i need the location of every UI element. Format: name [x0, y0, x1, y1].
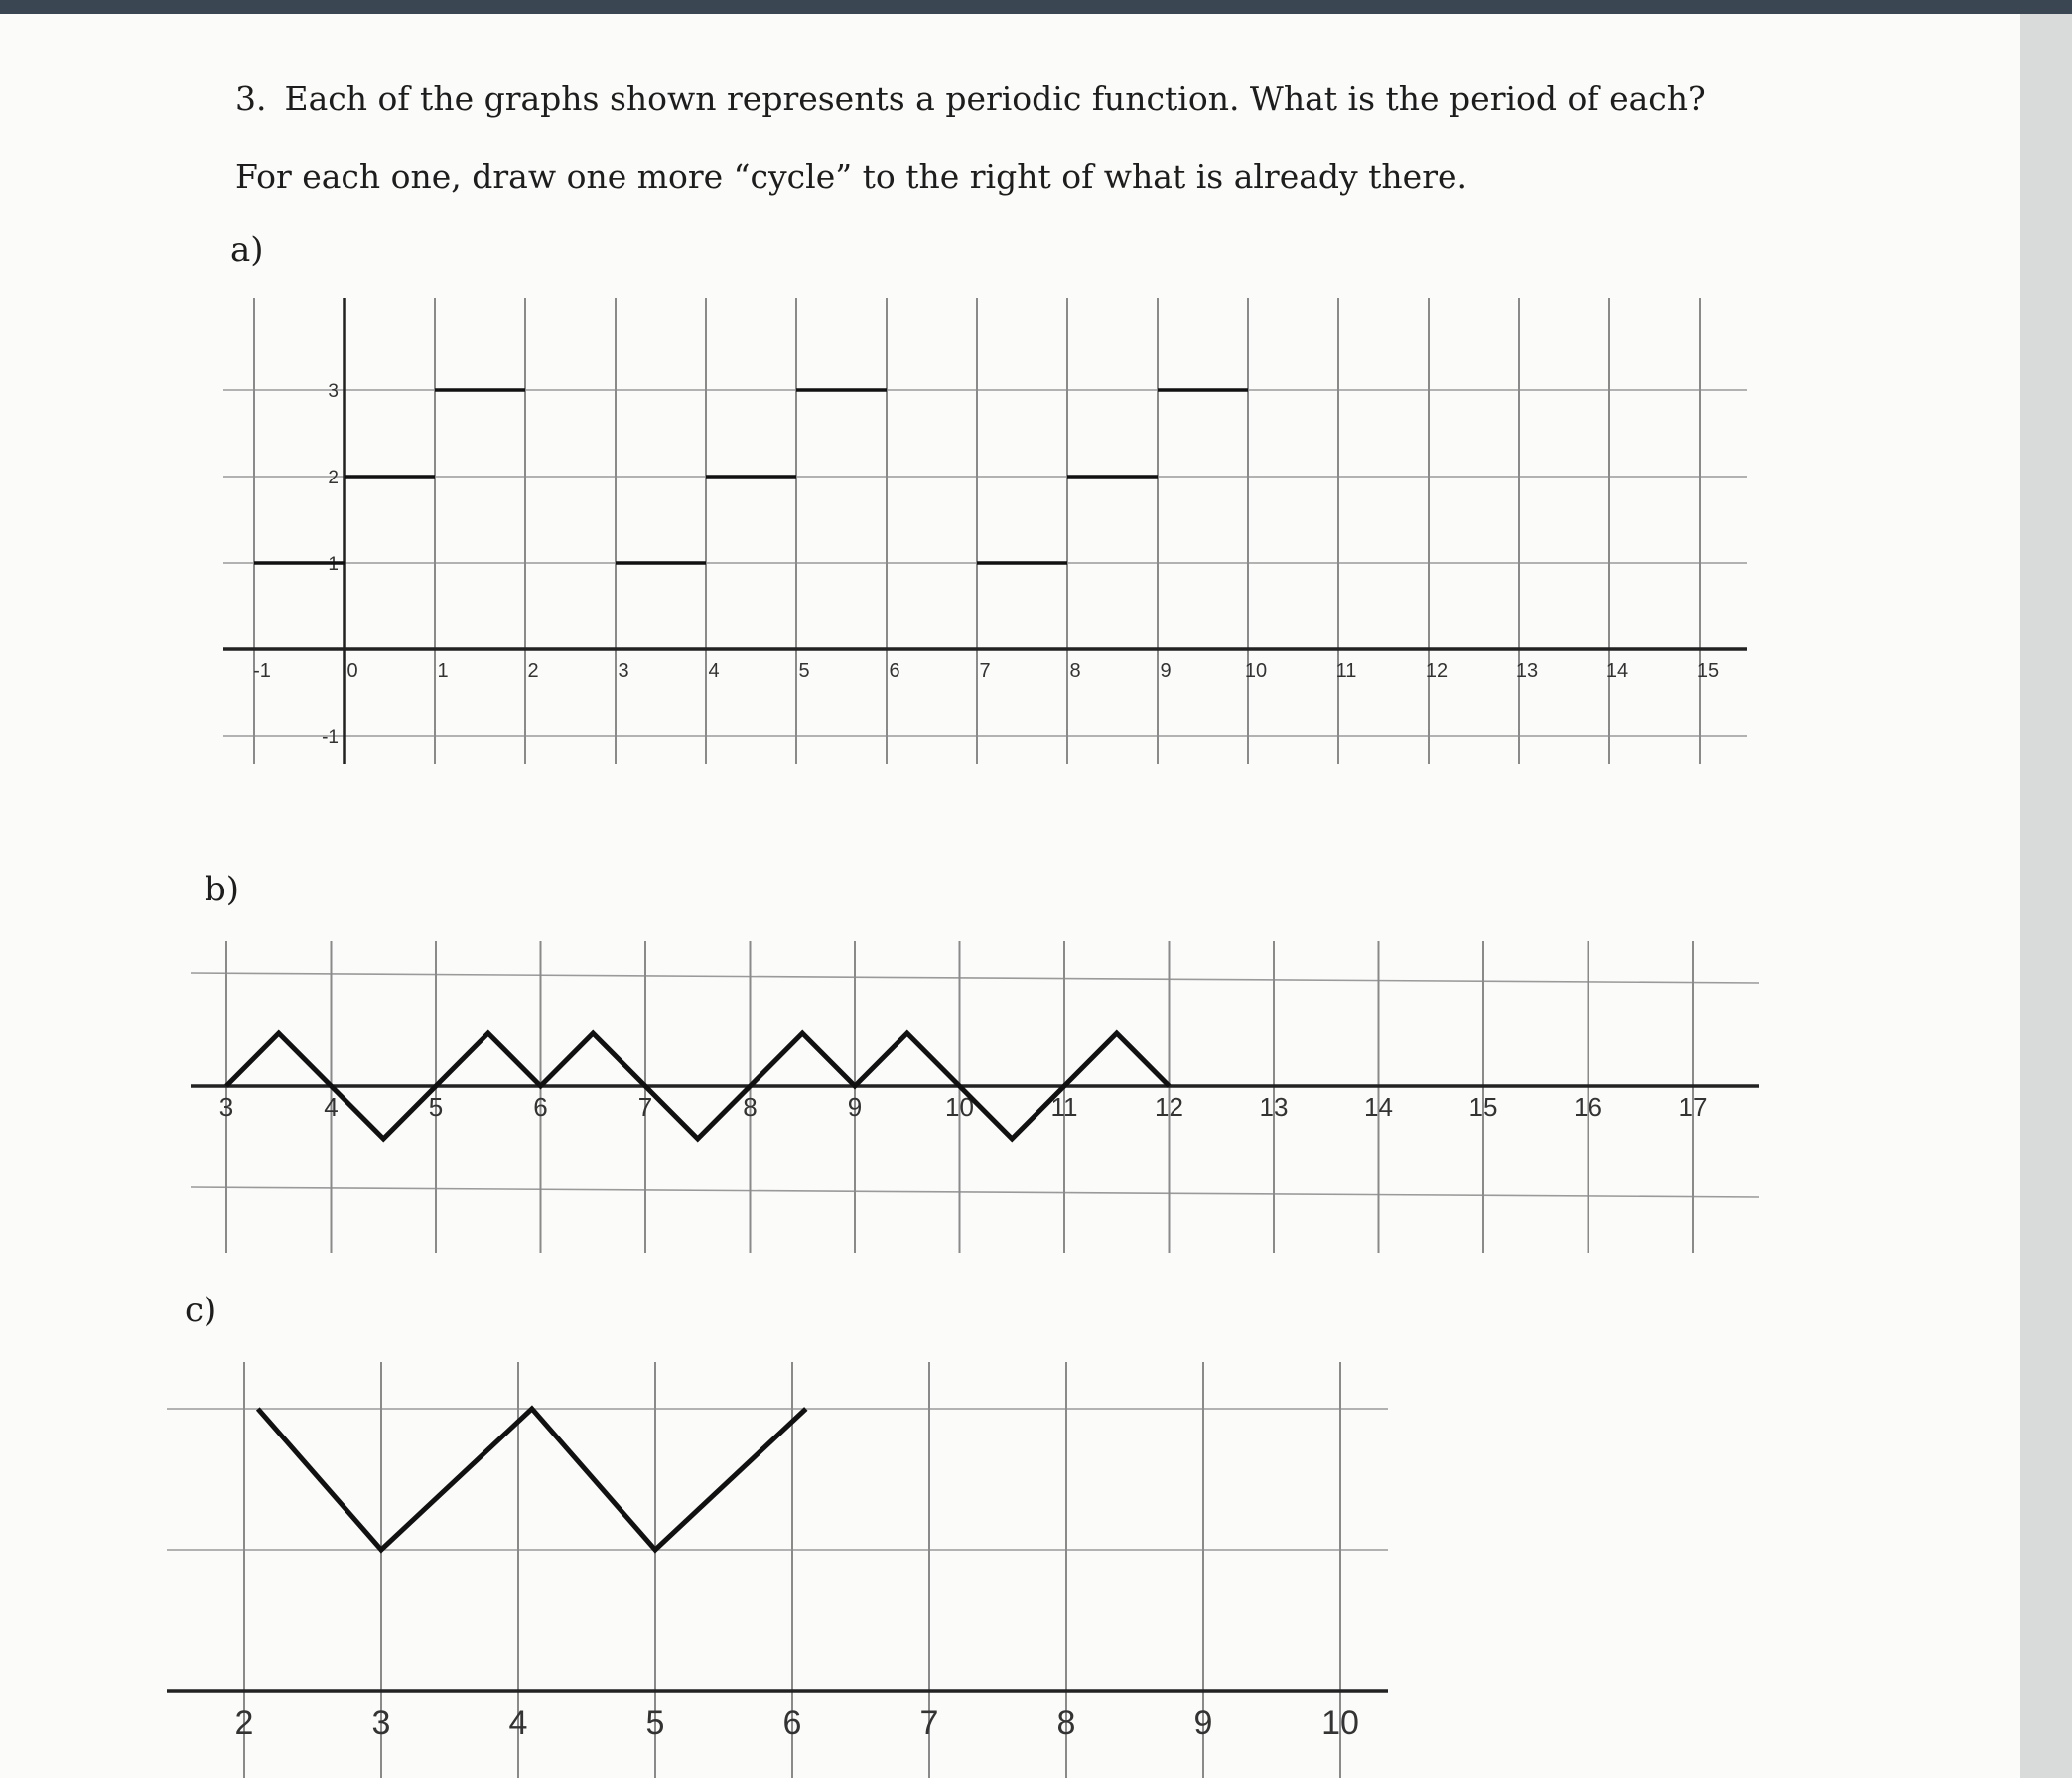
x-tick-label-c: 2: [234, 1705, 254, 1742]
v-wave-curve: [258, 1409, 806, 1550]
x-tick-label-c: 3: [371, 1705, 391, 1742]
x-tick-label-a: 6: [889, 660, 900, 682]
part-a-label: a): [230, 230, 264, 270]
x-tick-label-a: 7: [979, 660, 991, 682]
x-tick-label-b: 16: [1574, 1092, 1602, 1122]
grid-line-b: [191, 973, 1759, 983]
x-tick-label-a: 15: [1696, 660, 1720, 682]
x-tick-label-a: 13: [1515, 660, 1539, 682]
x-tick-label-a: 9: [1160, 660, 1172, 682]
x-tick-label-b: 5: [428, 1092, 444, 1122]
y-tick-label-a: -1: [322, 727, 339, 748]
x-tick-label-b: 12: [1155, 1092, 1183, 1122]
x-tick-label-a: 1: [437, 660, 449, 682]
x-tick-label-b: 9: [847, 1092, 863, 1122]
y-tick-label-a: 3: [328, 381, 339, 402]
x-tick-label-b: 8: [743, 1092, 758, 1122]
graph-b: [191, 941, 1759, 1253]
question-number: 3.: [235, 79, 267, 118]
x-tick-label-a: -1: [253, 660, 271, 682]
x-tick-label-a: 8: [1069, 660, 1081, 682]
x-tick-label-c: 9: [1193, 1705, 1213, 1742]
x-tick-label-c: 10: [1321, 1705, 1359, 1742]
x-tick-label-a: 12: [1425, 660, 1449, 682]
question-text-1: Each of the graphs shown represents a periodic function. What is the period of each?: [284, 79, 1706, 118]
question-line-2: For each one, draw one more “cycle” to the right of what is already there.: [235, 157, 1467, 196]
x-tick-label-c: 7: [919, 1705, 939, 1742]
x-tick-label-b: 6: [533, 1092, 548, 1122]
y-tick-label-a: 2: [328, 468, 339, 488]
x-tick-label-b: 4: [324, 1092, 339, 1122]
part-b-label: b): [205, 870, 240, 909]
x-tick-label-a: 4: [708, 660, 720, 682]
x-tick-label-a: 0: [346, 660, 358, 682]
x-tick-label-b: 7: [637, 1092, 653, 1122]
x-tick-label-b: 15: [1468, 1092, 1498, 1122]
x-tick-label-b: 3: [218, 1092, 234, 1122]
graph-a: [223, 298, 1747, 764]
y-tick-label-a: 1: [328, 554, 339, 575]
x-tick-label-c: 6: [782, 1705, 802, 1742]
graph-c: [167, 1362, 1388, 1778]
x-tick-label-b: 17: [1678, 1092, 1708, 1122]
x-tick-label-b: 14: [1364, 1092, 1393, 1122]
x-tick-label-a: 10: [1244, 660, 1268, 682]
x-tick-label-a: 14: [1605, 660, 1629, 682]
x-tick-label-b: 13: [1259, 1092, 1289, 1122]
x-tick-label-a: 3: [618, 660, 629, 682]
grid-line-b: [191, 1187, 1759, 1197]
part-c-label: c): [185, 1291, 217, 1330]
x-tick-label-b: 10: [945, 1092, 974, 1122]
x-tick-label-a: 2: [527, 660, 539, 682]
x-tick-label-b: 11: [1050, 1092, 1078, 1122]
x-tick-label-c: 5: [645, 1705, 665, 1742]
x-tick-label-a: 11: [1335, 660, 1357, 682]
x-tick-label-c: 4: [508, 1705, 528, 1742]
x-tick-label-a: 5: [798, 660, 810, 682]
x-tick-label-c: 8: [1056, 1705, 1076, 1742]
